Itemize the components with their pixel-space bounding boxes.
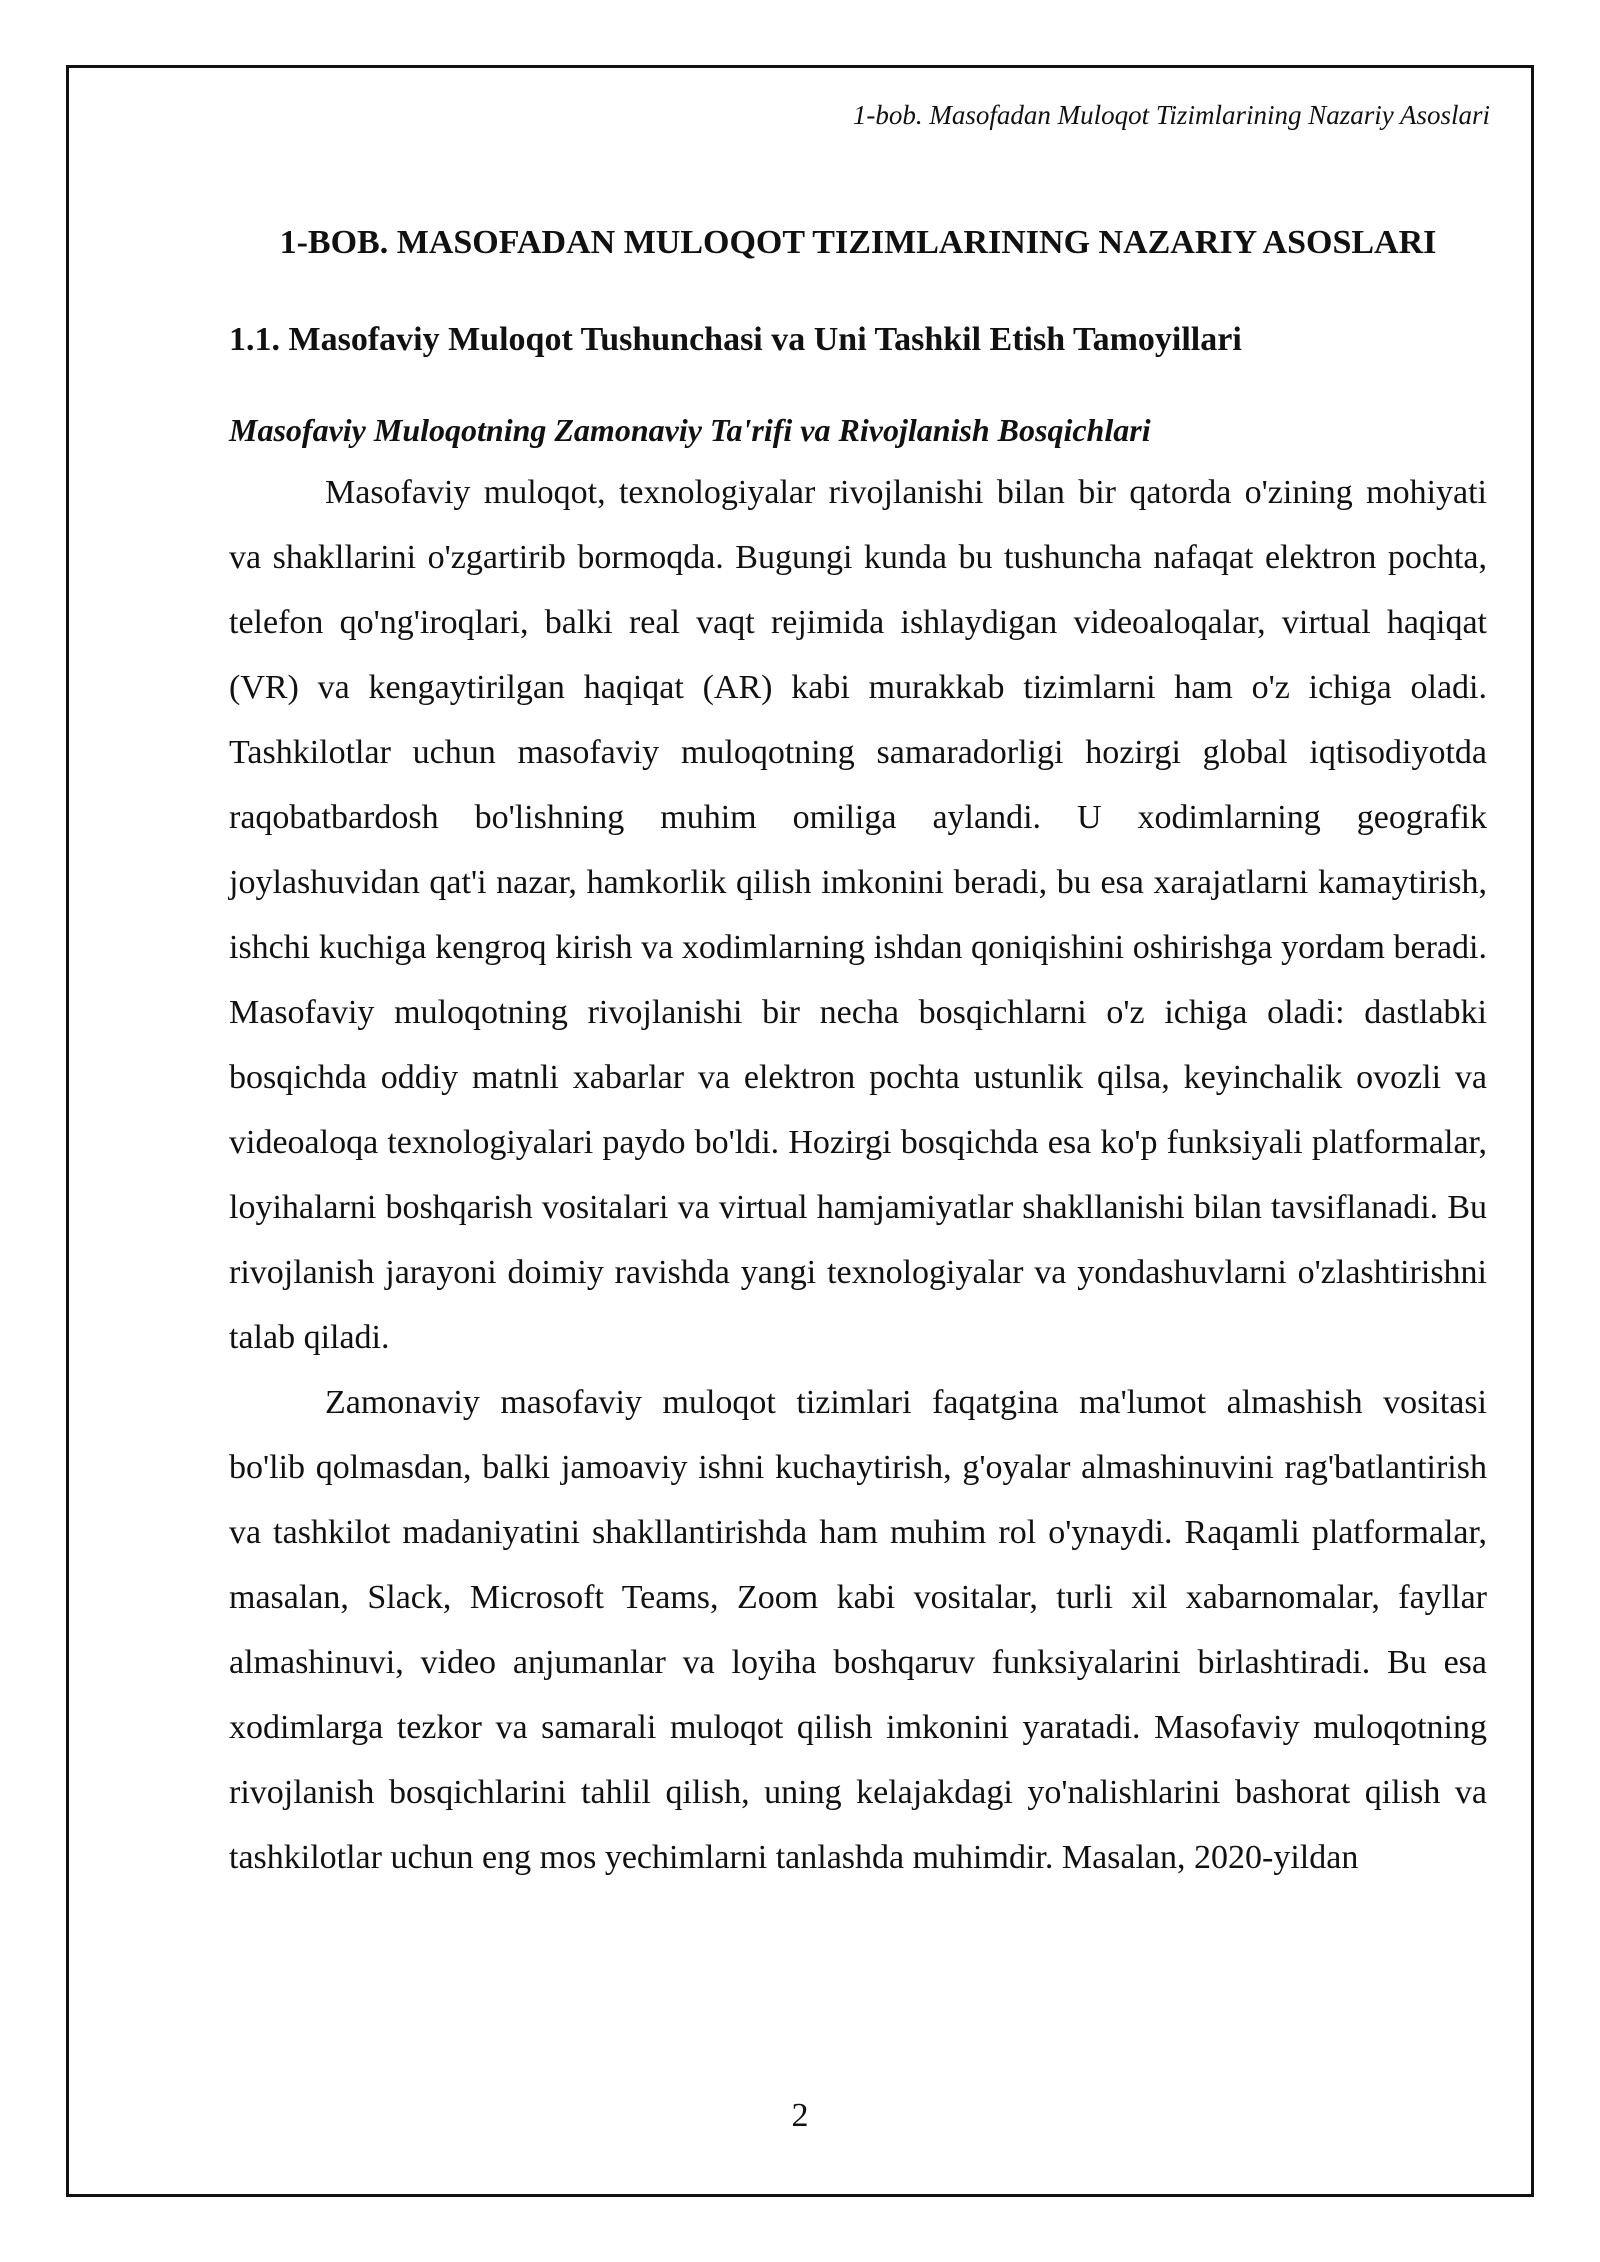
page-number: 2 xyxy=(791,2097,809,2134)
page-body xyxy=(229,210,1487,1890)
section-title: 1.1. Masofaviy Muloqot Tushunchasi va Uni Tashkil Etish Tamoyillari xyxy=(229,321,1242,358)
body-paragraph: Zamonaviy masofaviy muloqot tizimlari faqatgina ma'lumot almashish vositasi bo'lib qolmasdan, balki jamoaviy ishni kuchaytirish, g'oyalar almashinuvini rag'batlantirish va tashkilot madaniyatini shakllantirishda ham muhim rol o'ynaydi. Raqamli platformalar, masalan, Slack, Microsoft Teams, Zoom kabi vositalar, turli xil xabarnomalar, fayllar almashinuvi, video anjumanlar va loyiha boshqaruv funksiyalarini birlashtiradi. Bu esa xodimlarga tezkor va samarali muloqot qilish imkonini yaratadi. Masofaviy muloqotning rivojlanish bosqichlarini tahlil qilish, uning kelajakdagi yo'nalishlarini bashorat qilish va tashkilotlar uchun eng mos yechimlarni tanlashda muhimdir. Masalan, 2020-yildan xyxy=(229,1384,1487,1876)
running-header: 1-bob. Masofadan Muloqot Tizimlarining Nazariy Asoslari xyxy=(852,100,1490,130)
chapter-title: 1-BOB. MASOFADAN MULOQOT TIZIMLARINING NAZARIY ASOSLARI xyxy=(279,224,1437,261)
subsection-title: Masofaviy Muloqotning Zamonaviy Ta'rifi va Rivojlanish Bosqichlari xyxy=(229,412,1151,448)
body-paragraph: Masofaviy muloqot, texnologiyalar rivojlanishi bilan bir qatorda o'zining mohiyati va shakllarini o'zgartirib bormoqda. Bugungi kunda bu tushuncha nafaqat elektron pochta, telefon qo'ng'iroqlari, balki real vaqt rejimida ishlaydigan videoaloqalar, virtual haqiqat (VR) va kengaytirilgan haqiqat (AR) kabi murakkab tizimlarni ham o'z ichiga oladi. Tashkilotlar uchun masofaviy muloqotning samaradorligi hozirgi global iqtisodiyotda raqobatbardosh bo'lishning muhim omiliga aylandi. U xodimlarning geografik joylashuvidan qat'i nazar, hamkorlik qilish imkonini beradi, bu esa xarajatlarni kamaytirish, ishchi kuchiga kengroq kirish va xodimlarning ishdan qoniqishini oshirishga yordam beradi. Masofaviy muloqotning rivojlanishi bir necha bosqichlarni o'z ichiga oladi: dastlabki bosqichda oddiy matnli xabarlar va elektron pochta ustunlik qilsa, keyinchalik ovozli va videoaloqa texnologiyalari paydo bo'ldi. Hozirgi bosqichda esa ko'p funksiyali platformalar, loyihalarni boshqarish vositalari va virtual hamjamiyatlar shakllanishi bilan tavsiflanadi. Bu rivojlanish jarayoni doimiy ravishda yangi texnologiyalar va yondashuvlarni o'zlashtirishni talab qiladi. xyxy=(229,474,1487,1356)
